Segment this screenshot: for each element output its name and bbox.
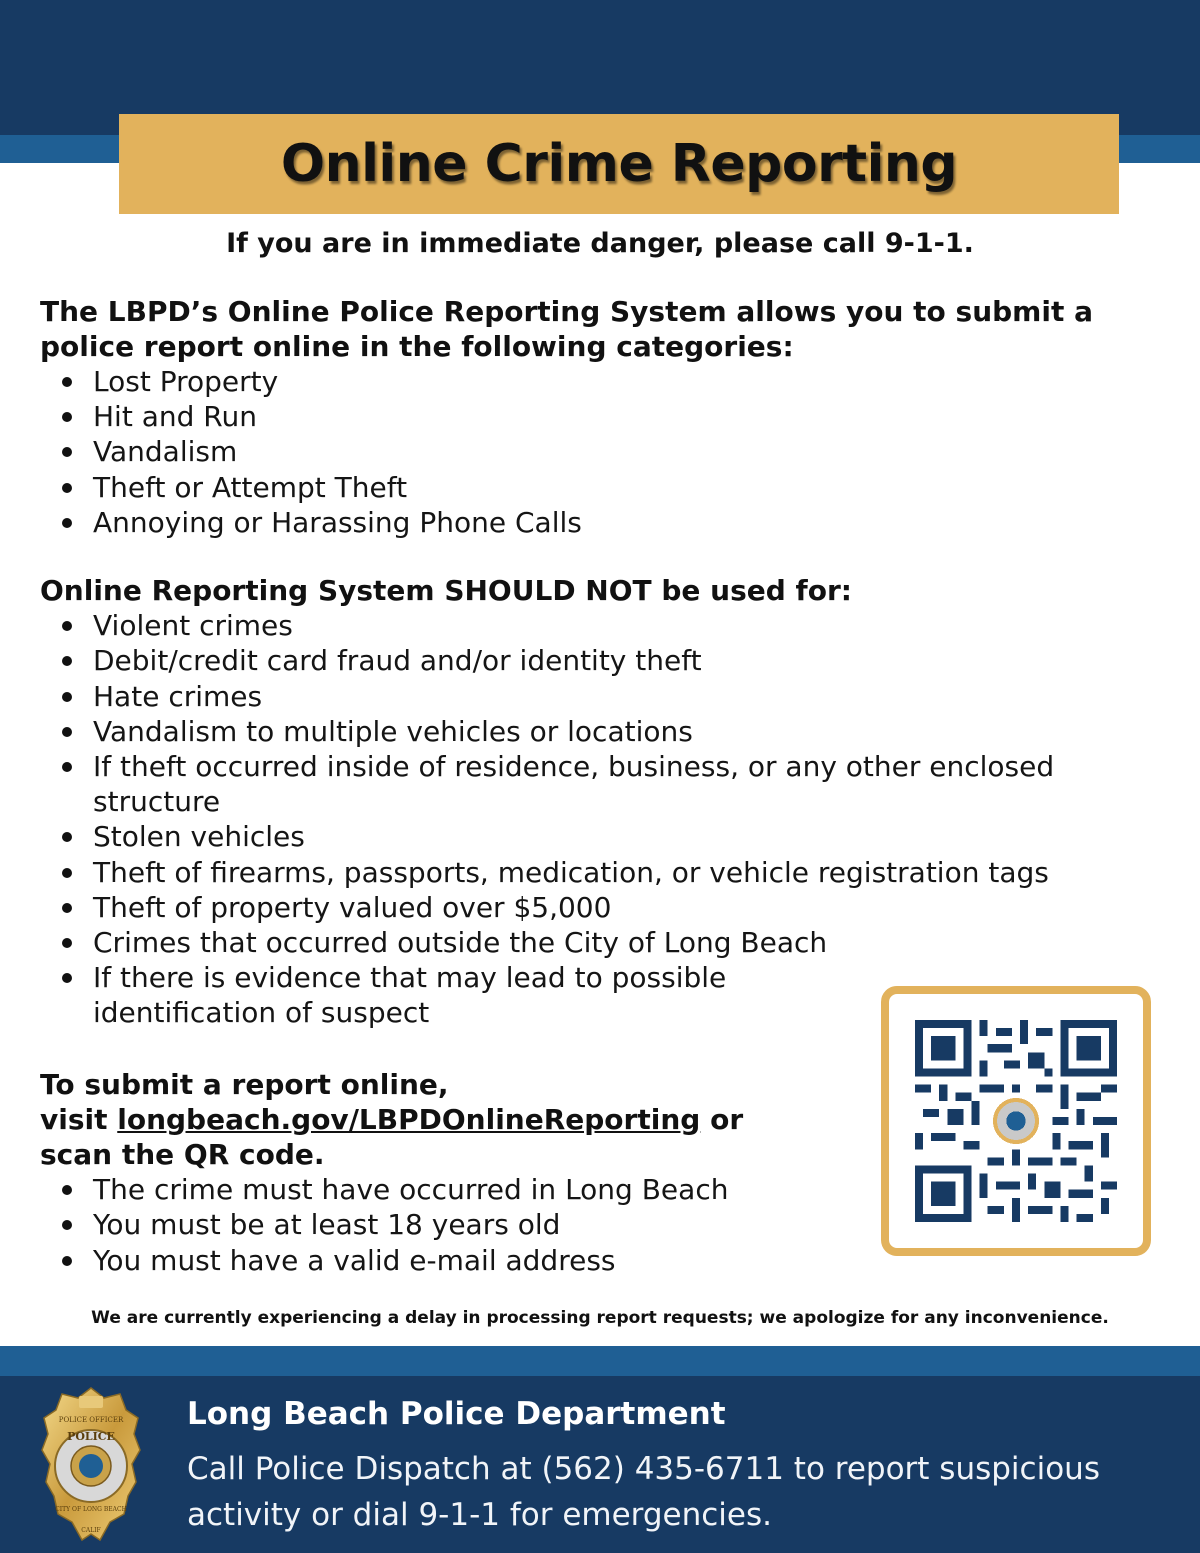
- submit-link-line: visit longbeach.gov/LBPDOnlineReporting or: [40, 1102, 744, 1136]
- title-banner: [119, 114, 1119, 214]
- bullet-icon: [62, 973, 72, 983]
- police-badge-icon: [40, 1384, 142, 1546]
- list-item: Violent crimes: [40, 608, 1160, 643]
- list-item: Crimes that occurred outside the City of Long Beach: [40, 925, 1160, 960]
- svg-text:CALIF: CALIF: [81, 1527, 101, 1534]
- page-title: Online Crime Reporting: [280, 134, 958, 194]
- categories-list: [40, 364, 1160, 540]
- list-item: If there is evidence that may lead to possible identification of suspect: [40, 960, 853, 1030]
- danger-notice: If you are in immediate danger, please call 9-1-1.: [226, 228, 974, 259]
- bullet-icon: [62, 1256, 72, 1266]
- bullet-icon: [62, 868, 72, 878]
- list-item: Hit and Run: [40, 399, 1160, 434]
- intro-text: The LBPD’s Online Police Reporting System allows you to submit a police report online in the following categories:: [40, 295, 1093, 363]
- bullet-icon: [62, 483, 72, 493]
- bullet-icon: [62, 1220, 72, 1230]
- list-item: Lost Property: [40, 364, 1160, 399]
- delay-notice: We are currently experiencing a delay in processing report requests; we apologize for any inconvenience.: [91, 1308, 1109, 1328]
- list-item: If theft occurred inside of residence, business, or any other enclosed structure: [40, 749, 1160, 819]
- list-item: Vandalism to multiple vehicles or locations: [40, 714, 1160, 749]
- svg-text:POLICE OFFICER: POLICE OFFICER: [58, 1416, 124, 1424]
- bullet-icon: [62, 412, 72, 422]
- submit-qr-line: scan the QR code.: [40, 1138, 325, 1172]
- list-item: Stolen vehicles: [40, 819, 1160, 854]
- bullet-icon: [62, 832, 72, 842]
- bullet-icon: [62, 692, 72, 702]
- bullet-icon: [62, 762, 72, 772]
- bullet-icon: [62, 621, 72, 631]
- list-item: The crime must have occurred in Long Beach: [40, 1172, 1160, 1207]
- reporting-link[interactable]: longbeach.gov/LBPDOnlineReporting: [117, 1102, 701, 1136]
- list-item: Theft of property valued over $5,000: [40, 890, 1160, 925]
- submit-heading: To submit a report online,: [40, 1067, 449, 1101]
- bullet-icon: [62, 1185, 72, 1195]
- list-item: Vandalism: [40, 434, 1160, 469]
- svg-text:POLICE: POLICE: [67, 1430, 115, 1443]
- list-item: You must be at least 18 years old: [40, 1207, 1160, 1242]
- bullet-icon: [62, 518, 72, 528]
- list-item: Theft or Attempt Theft: [40, 470, 1160, 505]
- qr-code-icon: [915, 1020, 1117, 1222]
- not-used-list: [40, 608, 1160, 1030]
- list-item: Hate crimes: [40, 679, 1160, 714]
- qr-code-frame[interactable]: [881, 986, 1151, 1256]
- bullet-icon: [62, 938, 72, 948]
- footer: [0, 1376, 1200, 1553]
- bullet-icon: [62, 377, 72, 387]
- footer-stripe: [0, 1346, 1200, 1376]
- dispatch-contact: Call Police Dispatch at (562) 435-6711 to report suspicious activity or dial 9-1-1 for emergencies.: [187, 1451, 1100, 1533]
- svg-text:CITY OF LONG BEACH: CITY OF LONG BEACH: [55, 1506, 127, 1513]
- list-item: Annoying or Harassing Phone Calls: [40, 505, 1160, 540]
- not-used-section: [40, 573, 1160, 1031]
- bullet-icon: [62, 656, 72, 666]
- department-name: Long Beach Police Department: [187, 1396, 726, 1432]
- list-item: Debit/credit card fraud and/or identity theft: [40, 643, 1160, 678]
- not-used-heading: Online Reporting System SHOULD NOT be used for:: [40, 574, 852, 608]
- bullet-icon: [62, 727, 72, 737]
- list-item: You must have a valid e-mail address: [40, 1243, 1160, 1278]
- bullet-icon: [62, 903, 72, 913]
- list-item: Theft of firearms, passports, medication, or vehicle registration tags: [40, 855, 1160, 890]
- bullet-icon: [62, 447, 72, 457]
